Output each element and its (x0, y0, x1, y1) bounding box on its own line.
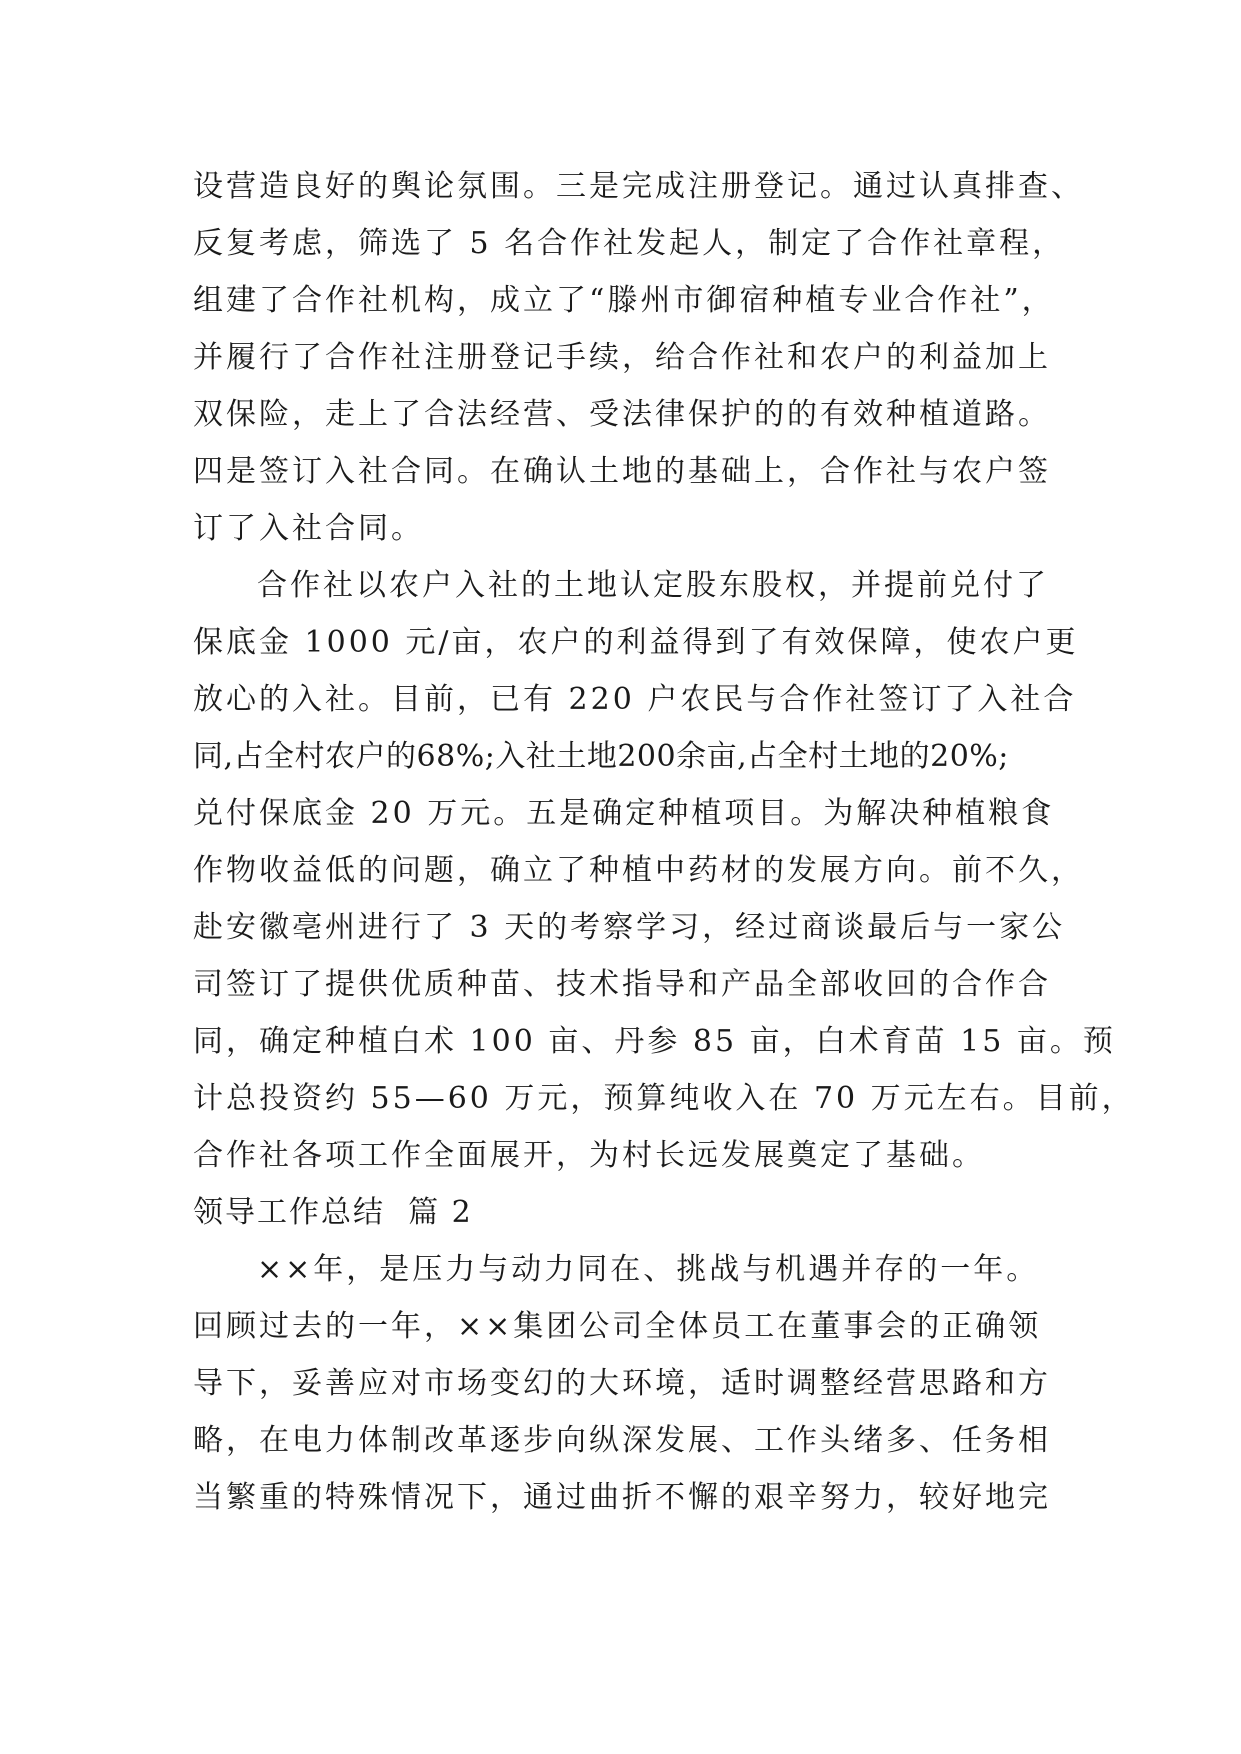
text-line: 组建了合作社机构，成立了“滕州市御宿种植专业合作社”， (193, 283, 1055, 318)
text-line: 导下，妥善应对市场变幻的大环境，适时调整经营思路和方 (193, 1366, 1051, 1401)
document-page (193, 158, 1135, 1526)
text-line: 合作社各项工作全面展开，为村长远发展奠定了基础。 (193, 1138, 985, 1173)
text-line: 计总投资约 55—60 万元，预算纯收入在 70 万元左右。目前， (193, 1081, 1135, 1116)
text-line: 合作社以农户入社的土地认定股东股权，并提前兑付了 (257, 568, 1049, 603)
text-line: 并履行了合作社注册登记手续，给合作社和农户的利益加上 (193, 340, 1051, 375)
text-line: 作物收益低的问题，确立了种植中药材的发展方向。前不久， (193, 853, 1084, 888)
text-line: 同,占全村农户的68%;入社土地200余亩,占全村土地的20%; (193, 739, 1009, 774)
text-line: 订了入社合同。 (193, 511, 424, 546)
paragraph-3 (193, 1241, 1053, 1526)
text-line: 兑付保底金 20 万元。五是确定种植项目。为解决种植粮食 (193, 796, 1055, 831)
text-line: 司签订了提供优质种苗、技术指导和产品全部收回的合作合 (193, 967, 1051, 1002)
section-heading: 领导工作总结 篇 2 (193, 1195, 473, 1230)
paragraph-2 (193, 557, 1135, 1184)
text-line: 回顾过去的一年，××集团公司全体员工在董事会的正确领 (193, 1309, 1042, 1344)
text-line: 四是签订入社合同。在确认土地的基础上，合作社与农户签 (193, 454, 1051, 489)
text-line: 保底金 1000 元/亩，农户的利益得到了有效保障，使农户更 (193, 625, 1079, 660)
text-line: 当繁重的特殊情况下，通过曲折不懈的艰辛努力，较好地完 (193, 1480, 1051, 1515)
text-line: 双保险，走上了合法经营、受法律保护的的有效种植道路。 (193, 397, 1051, 432)
text-line: 同，确定种植白术 100 亩、丹参 85 亩，白术育苗 15 亩。预 (193, 1024, 1116, 1059)
paragraph-1 (193, 158, 1084, 557)
text-line: 设营造良好的舆论氛围。三是完成注册登记。通过认真排查、 (193, 169, 1084, 204)
text-line: 放心的入社。目前，已有 220 户农民与合作社签订了入社合 (193, 682, 1077, 717)
text-line: 略，在电力体制改革逐步向纵深发展、工作头绪多、任务相 (193, 1423, 1051, 1458)
text-line: 赴安徽亳州进行了 3 天的考察学习，经过商谈最后与一家公 (193, 910, 1066, 945)
text-line: ××年，是压力与动力同在、挑战与机遇并存的一年。 (257, 1252, 1040, 1287)
text-line: 反复考虑，筛选了 5 名合作社发起人，制定了合作社章程， (193, 226, 1066, 261)
